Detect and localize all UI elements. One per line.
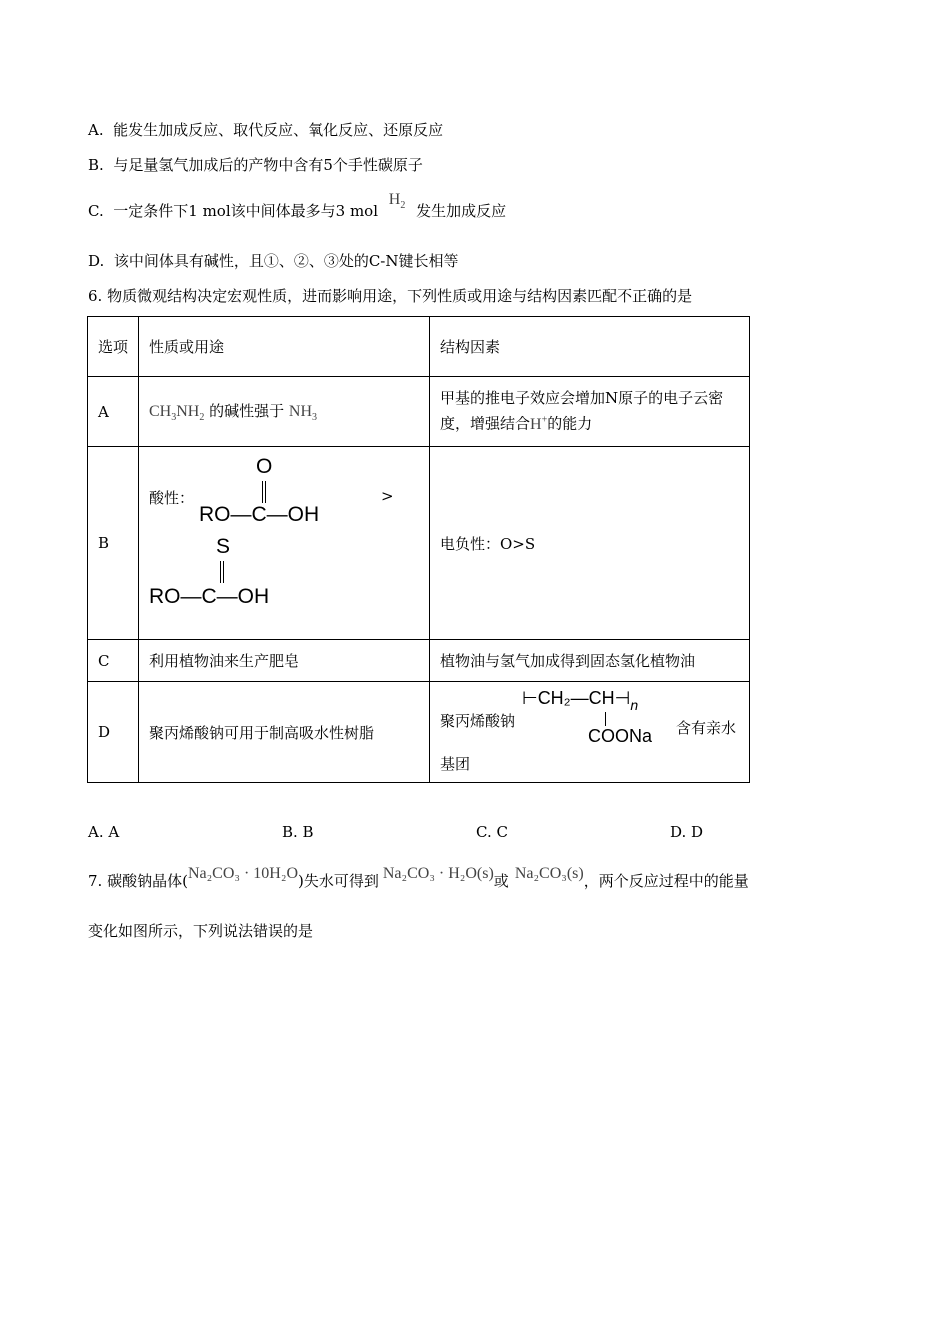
row-a-structure: 甲基的推电子效应会增加N原子的电子云密度，增强结合H+的能力 <box>430 377 750 447</box>
row-d-structure: 聚丙烯酸钠 $⊢CH_2—CH⊣_n$ COONa 含有亲水基团 <box>430 682 750 783</box>
polymer-structure: $⊢CH_2—CH⊣_n$ COONa <box>522 688 653 746</box>
header-structure: 结构因素 <box>430 317 750 377</box>
q5-option-d: D. 该中间体具有碱性，且①、②、③处的C-N键长相等 <box>88 252 459 270</box>
q5-option-a: A. 能发生加成反应、取代反应、氧化反应、还原反应 <box>88 121 444 139</box>
row-c-structure: 植物油与氢气加成得到固态氢化植物油 <box>430 640 750 682</box>
table-row-b: B 酸性： O RO—C—OH > S RO—C—OH 电负性：O>S <box>88 447 750 640</box>
table-row-c: C 利用植物油来生产肥皂 植物油与氢气加成得到固态氢化植物油 <box>88 640 750 682</box>
row-b-property: 酸性： O RO—C—OH > S RO—C—OH <box>139 447 430 640</box>
q5-option-c: C. 一定条件下1 mol该中间体最多与3 mol $H_2$ 发生加成反应 <box>88 191 507 220</box>
q7-stem-line1: 7. 碳酸钠晶体(Na₂CO₃ · 10H₂O)失水可得到 Na₂CO₃ · H₂O(s)或 Na₂CO₃(s)，两个反应过程中的能量 <box>88 865 749 890</box>
row-d-property: 聚丙烯酸钠可用于制高吸水性树脂 <box>139 682 430 783</box>
table-row-a: A $CH_3NH_2$ 的碱性强于 $NH_3$ 甲基的推电子效应会增加N原子的电子云密度，增强结合H+的能力 <box>88 377 750 447</box>
q5-option-b: B. 与足量氢气加成后的产物中含有5个手性碳原子 <box>88 156 423 174</box>
q7-stem-line2: 变化如图所示，下列说法错误的是 <box>88 922 314 940</box>
q6-table <box>87 316 750 783</box>
q6-answer-choices <box>88 823 864 841</box>
q6-stem: 6. 物质微观结构决定宏观性质，进而影响用途，下列性质或用途与结构因素匹配不正确的是 <box>88 287 693 305</box>
monohydrate-formula: Na₂CO₃ · H₂O(s) <box>382 865 494 882</box>
header-option: 选项 <box>88 317 139 377</box>
choice-b[interactable]: B. B <box>282 823 314 841</box>
row-b-structure: 电负性：O>S <box>430 447 750 640</box>
choice-c[interactable]: C. C <box>476 823 508 841</box>
h2-formula: $H_2$ <box>388 191 406 212</box>
decahydrate-formula: Na₂CO₃ · 10H₂O <box>187 865 298 882</box>
choice-a[interactable]: A. A <box>88 823 120 841</box>
table-header-row <box>88 317 750 377</box>
header-property: 性质或用途 <box>139 317 430 377</box>
row-a-property: $CH_3NH_2$ 的碱性强于 $NH_3$ <box>139 377 430 447</box>
row-c-property: 利用植物油来生产肥皂 <box>139 640 430 682</box>
anhydrous-formula: Na₂CO₃(s) <box>514 865 584 882</box>
table-row-d: D 聚丙烯酸钠可用于制高吸水性树脂 聚丙烯酸钠 $⊢CH_2—CH⊣_n$ COONa 含有亲水基团 <box>88 682 750 783</box>
choice-d[interactable]: D. D <box>670 823 704 841</box>
